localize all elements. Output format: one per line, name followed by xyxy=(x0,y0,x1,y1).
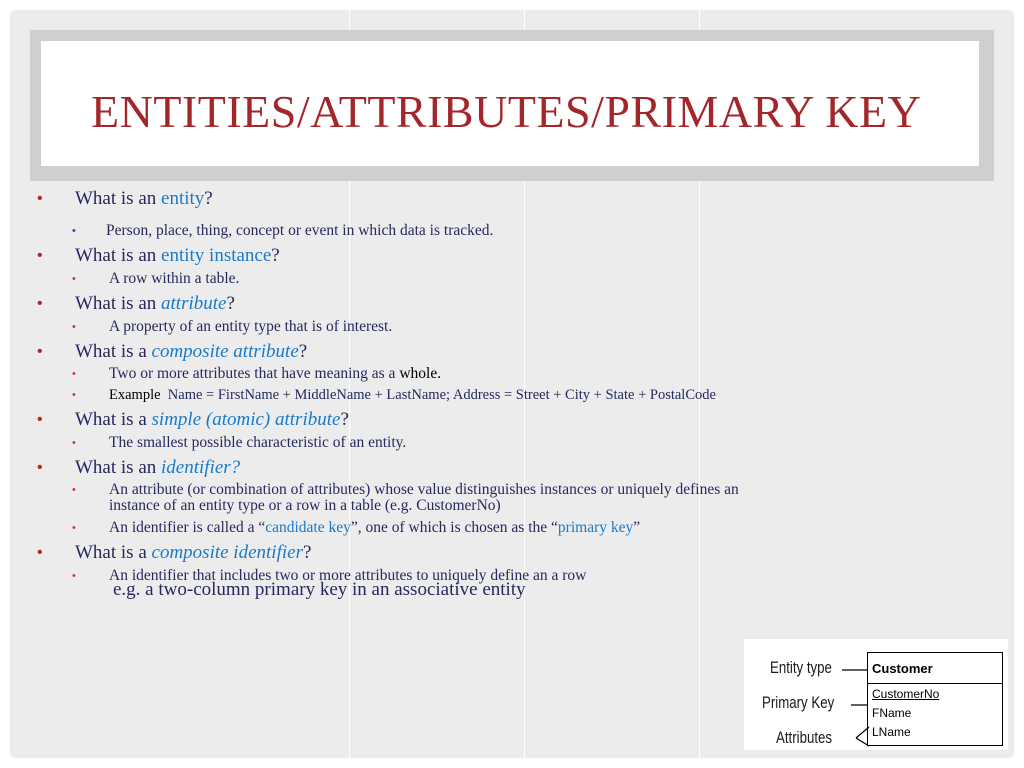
bullet: • xyxy=(72,321,76,333)
item-text: What is an xyxy=(75,457,162,478)
item-text: What is a xyxy=(75,341,152,362)
bullet: • xyxy=(37,247,43,264)
bullet: • xyxy=(72,389,76,401)
entity-box xyxy=(867,652,1003,746)
item-text: Person, place, thing, concept or event in which data is tracked. xyxy=(106,222,494,239)
bullet: • xyxy=(72,570,76,582)
list-item xyxy=(10,386,1014,404)
bullet: • xyxy=(72,273,76,285)
label-entity-type: Entity type xyxy=(770,658,832,677)
item-text: What is an xyxy=(75,293,162,314)
bullet: • xyxy=(72,368,76,380)
term-primary-key: primary key xyxy=(557,519,634,536)
term-composite-identifier: composite identifier xyxy=(151,542,303,563)
field-lname: LName xyxy=(872,725,911,739)
pk-field: CustomerNo xyxy=(872,687,940,701)
page-title: ENTITIES/ATTRIBUTES/PRIMARY KEY xyxy=(91,86,922,137)
field-fname: FName xyxy=(872,706,912,720)
example-line: e.g. a two-column primary key in an associative entity xyxy=(113,579,526,600)
item-text: An identifier that includes two or more attributes to uniquely define an a row xyxy=(109,567,587,584)
term-identifier: identifier? xyxy=(161,457,241,478)
list-item xyxy=(10,434,1014,452)
term-composite-attribute: composite attribute xyxy=(151,341,299,362)
list-item xyxy=(10,409,1014,431)
list-item xyxy=(10,341,1014,363)
item-text: What is a xyxy=(75,542,152,563)
list-item xyxy=(10,365,1014,383)
item-text: ? xyxy=(302,542,312,563)
item-text: What is a xyxy=(75,409,152,430)
list-item xyxy=(10,318,1014,336)
bullet: • xyxy=(37,459,43,476)
bullet: • xyxy=(37,411,43,428)
term-simple-attribute: simple (atomic) attribute xyxy=(151,409,341,430)
example-label: Example xyxy=(109,387,161,403)
item-text: Two or more attributes that have meaning as a xyxy=(109,365,400,382)
item-text: ? xyxy=(271,245,280,266)
list-item xyxy=(10,481,1014,515)
bullet: • xyxy=(37,190,43,207)
item-text: A property of an entity type that is of interest. xyxy=(109,318,393,335)
item-text: ” xyxy=(633,519,641,536)
bullet: • xyxy=(72,522,76,534)
entity-header xyxy=(868,653,1002,684)
list-item xyxy=(10,222,1014,240)
item-text: What is an xyxy=(75,245,162,266)
bullet: • xyxy=(72,437,76,449)
item-text: instance of an entity type or a row in a table (e.g. CustomerNo) xyxy=(109,497,501,514)
item-text: The smallest possible characteristic of an entity. xyxy=(109,434,407,451)
bullet: • xyxy=(72,484,76,496)
label-primary-key: Primary Key xyxy=(762,693,835,712)
item-text: An attribute (or combination of attributes) whose value distinguishes instances or uniquely defines an xyxy=(109,481,739,498)
bullet: • xyxy=(37,343,43,360)
term-entity: entity xyxy=(161,188,205,209)
list-item xyxy=(10,519,1014,537)
label-attributes: Attributes xyxy=(776,728,833,747)
bullet: • xyxy=(72,225,76,237)
term-candidate-key: candidate key xyxy=(265,519,351,536)
list-item xyxy=(10,457,1014,479)
item-text: ”, one of which is chosen as the “ xyxy=(350,519,558,536)
list-item xyxy=(10,245,1014,267)
list-item xyxy=(10,270,1014,288)
item-text: ? xyxy=(340,409,349,430)
term-attribute: attribute xyxy=(161,293,227,314)
item-text: ? xyxy=(298,341,308,362)
item-text: What is an xyxy=(75,188,162,209)
slide xyxy=(10,10,1014,758)
item-text: ? xyxy=(226,293,235,314)
list-item xyxy=(10,542,1014,564)
item-text: An identifier is called a “ xyxy=(109,519,266,536)
bullet: • xyxy=(37,295,43,312)
item-text: A row within a table. xyxy=(109,270,240,287)
item-text: Name = FirstName + MiddleName + LastName; Address = Street + City + State + PostalCode xyxy=(167,387,716,403)
bullet: • xyxy=(37,544,43,561)
list-item xyxy=(10,188,1014,210)
item-text: ? xyxy=(204,188,213,209)
entity-diagram xyxy=(744,639,1008,750)
list-item xyxy=(10,293,1014,315)
term-entity-instance: entity instance xyxy=(161,245,272,266)
item-text: whole. xyxy=(399,365,442,382)
entity-name: Customer xyxy=(872,661,933,676)
